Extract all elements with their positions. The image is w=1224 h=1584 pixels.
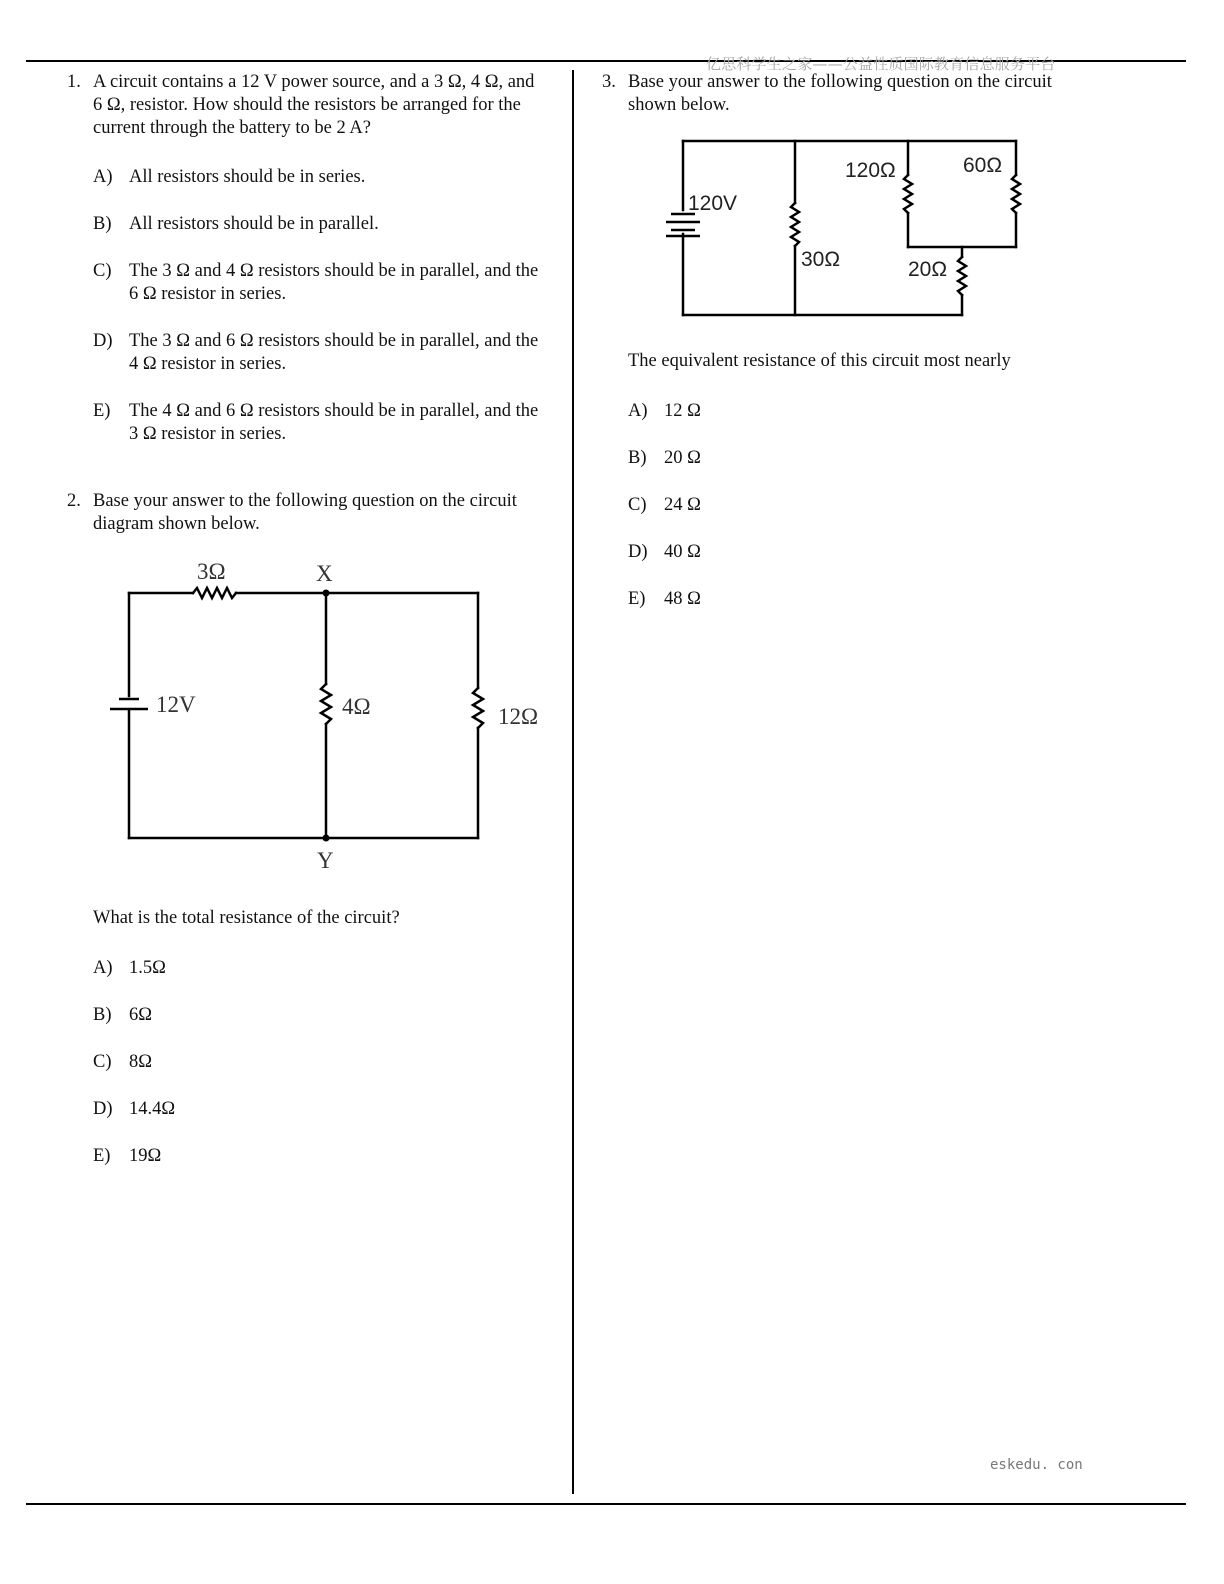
option-text: 6Ω [129, 1005, 152, 1025]
node-x-dot [323, 590, 330, 597]
option-text: 1.5Ω [129, 958, 166, 978]
option-text-line: The 3 Ω and 4 Ω resistors should be in parallel, and the [129, 261, 539, 281]
option-label: A) [93, 958, 113, 978]
option-label: C) [628, 495, 647, 515]
q1-option-d[interactable] [93, 330, 563, 378]
circuit-diagram-q3 [650, 130, 1050, 330]
option-text: 14.4Ω [129, 1099, 176, 1119]
node-y-dot [323, 835, 330, 842]
label-20-ohm: 20Ω [908, 258, 948, 281]
option-text: 19Ω [129, 1146, 162, 1166]
prompt-text: What is the total resistance of the circuit? [93, 908, 400, 928]
option-text: 48 Ω [664, 589, 701, 609]
footer-watermark: eskedu. con [990, 1457, 1083, 1473]
question-text-line: Base your answer to the following question on the circuit [93, 491, 517, 511]
prompt-text: The equivalent resistance of this circuit most nearly [628, 351, 1011, 371]
label-30-ohm: 30Ω [801, 248, 841, 271]
question-number: 1. [67, 72, 81, 92]
option-label: B) [93, 214, 112, 234]
option-text [129, 400, 538, 446]
label-12v: 12V [156, 692, 196, 717]
q3-option-d[interactable] [628, 541, 828, 565]
option-text [129, 260, 538, 306]
resistor-120-ohm [904, 175, 912, 213]
label-3-ohm: 3Ω [197, 559, 226, 584]
option-label: E) [93, 401, 111, 421]
option-label: E) [93, 1146, 111, 1166]
option-text: 24 Ω [664, 495, 701, 515]
question-number: 3. [602, 72, 616, 92]
option-label: D) [628, 542, 648, 562]
option-text: All resistors should be in series. [129, 167, 366, 187]
label-60-ohm: 60Ω [963, 154, 1003, 177]
watermark: 亿思科学生之家——公益性质国际教育信息服务平台 [706, 55, 1056, 73]
question-text [628, 71, 1052, 117]
q1-option-e[interactable] [93, 400, 563, 448]
option-text-line: 4 Ω resistor in series. [129, 354, 287, 374]
bottom-rule [26, 1503, 1186, 1505]
question-number: 2. [67, 491, 81, 511]
resistor-3-ohm [193, 588, 236, 598]
resistor-4-ohm [321, 684, 331, 724]
question-text-line: diagram shown below. [93, 514, 260, 534]
q3-option-e[interactable] [628, 588, 828, 612]
column-divider [572, 70, 574, 1494]
circuit-diagram-q2 [100, 552, 560, 882]
q1-option-b[interactable] [93, 213, 563, 237]
q1-option-a[interactable] [93, 166, 563, 190]
label-120v: 120V [688, 192, 738, 215]
resistor-20-ohm [958, 257, 966, 295]
label-120-ohm: 120Ω [845, 159, 896, 182]
label-node-y: Y [317, 848, 334, 873]
q2-option-e[interactable] [93, 1145, 293, 1169]
question-text [93, 490, 517, 536]
option-label: C) [93, 1052, 112, 1072]
option-label: C) [93, 261, 112, 281]
option-label: B) [93, 1005, 112, 1025]
option-label: D) [93, 331, 113, 351]
question-text-line: 6 Ω, resistor. How should the resistors be arranged for the [93, 95, 521, 115]
question-text-line: A circuit contains a 12 V power source, and a 3 Ω, 4 Ω, and [93, 72, 535, 92]
option-text-line: 6 Ω resistor in series. [129, 284, 287, 304]
option-text-line: 3 Ω resistor in series. [129, 424, 287, 444]
label-12-ohm: 12Ω [498, 704, 539, 729]
option-label: D) [93, 1099, 113, 1119]
q2-option-c[interactable] [93, 1051, 293, 1075]
option-text: 40 Ω [664, 542, 701, 562]
option-text: 20 Ω [664, 448, 701, 468]
question-text-line: Base your answer to the following question on the circuit [628, 72, 1052, 92]
question-1 [67, 71, 567, 141]
q2-option-d[interactable] [93, 1098, 293, 1122]
question-text [93, 71, 534, 140]
question-2 [67, 490, 567, 538]
option-label: A) [628, 401, 648, 421]
q3-option-b[interactable] [628, 447, 828, 471]
option-text [129, 330, 538, 376]
option-label: B) [628, 448, 647, 468]
label-node-x: X [316, 561, 333, 586]
q2-prompt [93, 907, 553, 931]
option-text: All resistors should be in parallel. [129, 214, 379, 234]
q3-prompt [628, 350, 1088, 374]
option-label: A) [93, 167, 113, 187]
option-text: 8Ω [129, 1052, 152, 1072]
label-4-ohm: 4Ω [342, 694, 371, 719]
question-text-line: shown below. [628, 95, 730, 115]
question-3 [602, 71, 1102, 119]
resistor-12-ohm [473, 688, 483, 728]
option-text-line: The 4 Ω and 6 Ω resistors should be in parallel, and the [129, 401, 539, 421]
q3-option-c[interactable] [628, 494, 828, 518]
q1-option-c[interactable] [93, 260, 563, 308]
q3-option-a[interactable] [628, 400, 828, 424]
q2-option-b[interactable] [93, 1004, 293, 1028]
option-text-line: The 3 Ω and 6 Ω resistors should be in parallel, and the [129, 331, 539, 351]
option-text: 12 Ω [664, 401, 701, 421]
resistor-60-ohm [1012, 175, 1020, 213]
question-text-line: current through the battery to be 2 A? [93, 118, 371, 138]
q2-option-a[interactable] [93, 957, 293, 981]
option-label: E) [628, 589, 646, 609]
resistor-30-ohm [791, 203, 799, 246]
